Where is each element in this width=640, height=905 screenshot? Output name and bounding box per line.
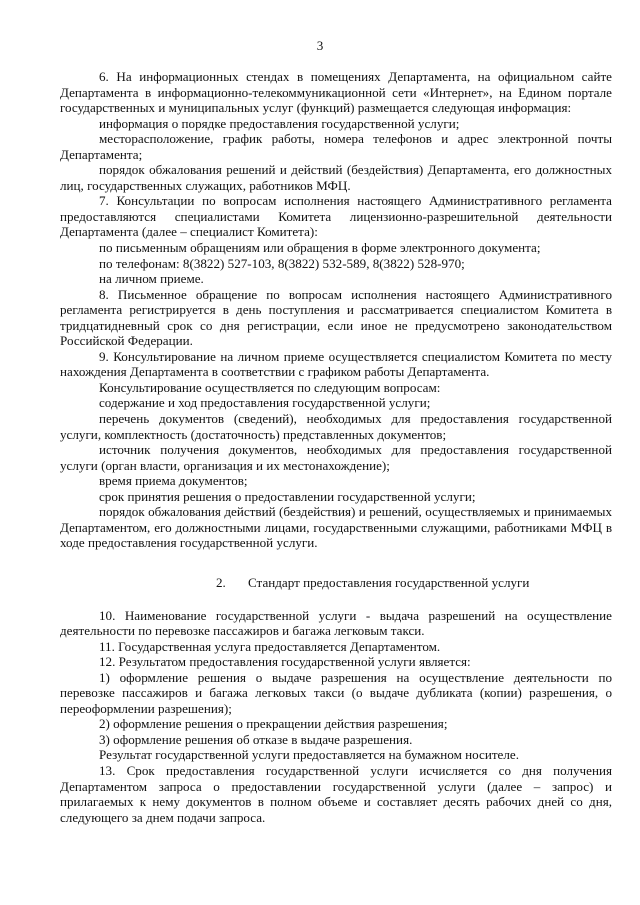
paragraph-9-item: время приема документов;	[99, 473, 248, 489]
paragraph-10: 10. Наименование государственной услуги - выдача разрешений на осуществление деятельности по перевозке пассажиров и багажа легковым такси.	[60, 607, 612, 639]
paragraph-12-result: Результат государственной услуги предоставляется на бумажном носителе.	[99, 747, 519, 763]
section-heading	[60, 575, 612, 591]
paragraph-6-item: порядок обжалования решений и действий (бездействия) Департамента, его должностных лиц, государственных служащих, работников МФЦ.	[60, 162, 612, 193]
paragraph-7-intro: 7. Консультации по вопросам исполнения настоящего Административного регламента предоставляются специалистами Комитета лицензионно-разрешительной деятельности Департамента (далее – специалист Комитета):	[60, 193, 612, 240]
paragraph-8: 8. Письменное обращение по вопросам исполнения настоящего Административного регламента регистрируется в день поступления и рассматривается специалистом Комитета в тридцатидневный срок со дня регистрации, если иное не предусмотрено законодательством Российской Федерации.	[60, 286, 612, 349]
paragraph-7-item: по телефонам: 8(3822) 527-103, 8(3822) 532-589, 8(3822) 528-970;	[99, 255, 465, 271]
section-number: 2.	[216, 574, 226, 590]
paragraph-12-item: 1) оформление решения о выдаче разрешения на осуществление деятельности по перевозке пассажиров и багажа легковых такси (о выдаче дубликата (копии) разрешения, о переоформлении разрешения);	[60, 669, 612, 716]
paragraph-13: 13. Срок предоставления государственной услуги исчисляется со дня получения Департаментом запроса о предоставлении государственной услуги (далее – запрос) и прилагаемых к нему документов в полном объеме и составляет десять рабочих дней со дня, следующего за днем подачи запроса.	[60, 762, 612, 825]
paragraph-9-item: срок принятия решения о предоставлении государственной услуги;	[99, 488, 476, 504]
paragraph-12-item: 3) оформление решения об отказе в выдаче разрешения.	[99, 731, 413, 747]
paragraph-9-topics-intro: Консультирование осуществляется по следующим вопросам:	[99, 379, 441, 395]
document-body	[60, 69, 612, 825]
section-title: Стандарт предоставления государственной услуги	[248, 574, 530, 590]
page-number: 3	[316, 38, 324, 53]
paragraph-9-item: содержание и ход предоставления государственной услуги;	[99, 395, 431, 411]
paragraph-12-item: 2) оформление решения о прекращении действия разрешения;	[99, 716, 448, 732]
paragraph-9-item: порядок обжалования действий (бездействия) и решений, осуществляемых и принимаемых Департаментом, его должностными лицами, государственными служащими, работниками МФЦ в ходе предоставления государственной услуги.	[60, 504, 612, 551]
paragraph-6-intro: 6. На информационных стендах в помещениях Департамента, на официальном сайте Департамента в информационно-телекоммуникационной сети «Интернет», на Едином портале государственных и муниципальных услуг (функций) размещается следующая информация:	[60, 69, 612, 116]
paragraph-9-item: перечень документов (сведений), необходимых для предоставления государственной услуги, комплектность (достаточность) представленных документов;	[60, 411, 612, 442]
paragraph-7-item: на личном приеме.	[99, 271, 204, 287]
paragraph-6-item: месторасположение, график работы, номера телефонов и адрес электронной почты Департамента;	[60, 131, 612, 162]
paragraph-12-intro: 12. Результатом предоставления государственной услуги является:	[99, 654, 471, 670]
paragraph-7-item: по письменным обращениям или обращения в форме электронного документа;	[99, 240, 541, 256]
paragraph-11: 11. Государственная услуга предоставляется Департаментом.	[99, 638, 441, 654]
paragraph-6-item: информация о порядке предоставления государственной услуги;	[99, 115, 460, 131]
paragraph-9-item: источник получения документов, необходимых для предоставления государственной услуги (орган власти, организация и их местонахождение);	[60, 442, 612, 473]
paragraph-9-intro: 9. Консультирование на личном приеме осуществляется специалистом Комитета по месту нахождения Департамента в соответствии с графиком работы Департамента.	[60, 348, 612, 380]
